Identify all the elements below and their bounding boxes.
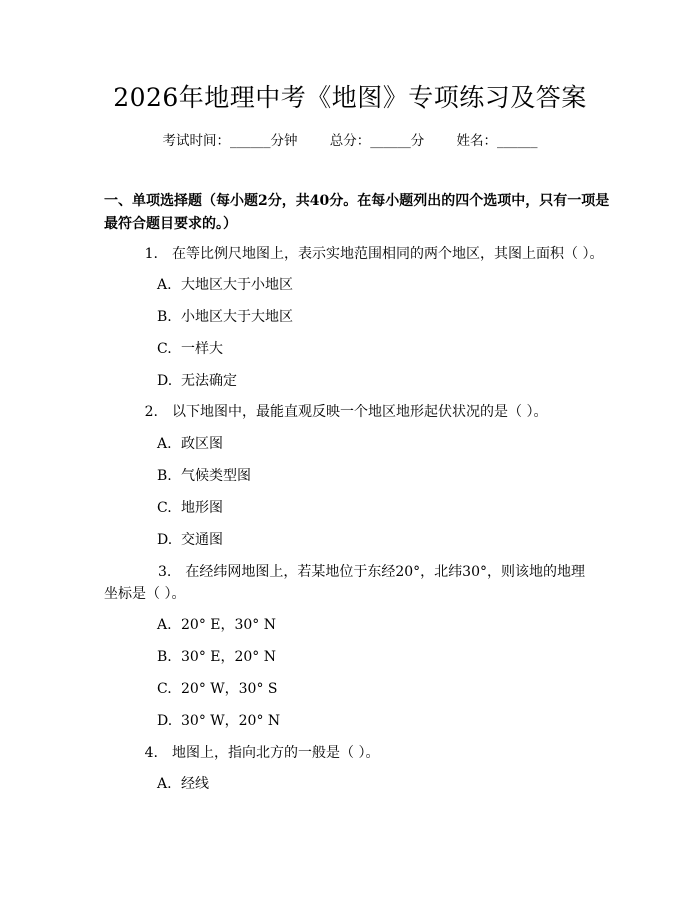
- option-text: 无法确定: [181, 373, 237, 389]
- option-3d: [157, 711, 280, 731]
- option-2c: [157, 498, 223, 518]
- option-letter: C.: [157, 681, 172, 697]
- question-number: 2.: [144, 404, 158, 420]
- exam-info-line: [0, 132, 700, 150]
- option-1a: [157, 275, 293, 295]
- option-2b: [157, 466, 251, 486]
- option-3b: [157, 647, 276, 667]
- page-title: 2026年地理中考《地图》专项练习及答案: [113, 83, 587, 112]
- question-text: 在经纬网地图上，若某地位于东经20°，北纬30°，则该地的地理坐标是（ ）。: [104, 564, 585, 602]
- option-3c: [157, 679, 278, 699]
- question-4: [104, 742, 604, 764]
- section-heading: 一、单项选择题（每小题2分，共40分。在每小题列出的四个选项中，只有一项是最符合题目要求的。）: [104, 193, 610, 232]
- option-1b: [157, 307, 293, 327]
- option-2a: [157, 434, 223, 454]
- option-text: 气候类型图: [181, 468, 251, 484]
- option-letter: C.: [157, 500, 172, 516]
- option-text: 交通图: [181, 532, 223, 548]
- option-letter: B.: [157, 649, 172, 665]
- question-text: 以下地图中，最能直观反映一个地区地形起伏状况的是（ ）。: [172, 404, 548, 420]
- option-letter: B.: [157, 468, 172, 484]
- option-4a: [157, 774, 209, 794]
- option-2d: [157, 530, 223, 550]
- option-text: 经线: [181, 776, 209, 792]
- option-text: 20° E，30° N: [181, 617, 276, 633]
- question-3: [104, 561, 594, 605]
- question-number: 4.: [144, 745, 158, 761]
- option-text: 大地区大于小地区: [181, 277, 293, 293]
- question-text: 在等比例尺地图上，表示实地范围相同的两个地区，其图上面积（ ）。: [172, 246, 604, 262]
- option-text: 30° E，20° N: [181, 649, 276, 665]
- question-1: [104, 243, 604, 265]
- question-2: [104, 401, 604, 423]
- option-letter: C.: [157, 341, 172, 357]
- option-letter: A.: [157, 436, 172, 452]
- question-text: 地图上，指向北方的一般是（ ）。: [172, 745, 380, 761]
- question-number: 3.: [158, 564, 172, 580]
- option-text: 地形图: [181, 500, 223, 516]
- total-score-field: 总分：______分: [329, 133, 425, 149]
- option-letter: A.: [157, 776, 172, 792]
- option-text: 20° W，30° S: [181, 681, 278, 697]
- option-letter: A.: [157, 617, 172, 633]
- option-1c: [157, 339, 223, 359]
- option-letter: D.: [157, 373, 173, 389]
- option-text: 一样大: [181, 341, 223, 357]
- option-letter: D.: [157, 713, 173, 729]
- option-text: 30° W，20° N: [181, 713, 281, 729]
- option-letter: A.: [157, 277, 172, 293]
- exam-time-field: 考试时间：______分钟: [162, 133, 298, 149]
- option-letter: B.: [157, 309, 172, 325]
- option-letter: D.: [157, 532, 173, 548]
- option-3a: [157, 615, 276, 635]
- option-text: 小地区大于大地区: [181, 309, 293, 325]
- option-1d: [157, 371, 237, 391]
- question-number: 1.: [144, 246, 158, 262]
- option-text: 政区图: [181, 436, 223, 452]
- student-name-field: 姓名：______: [456, 133, 538, 149]
